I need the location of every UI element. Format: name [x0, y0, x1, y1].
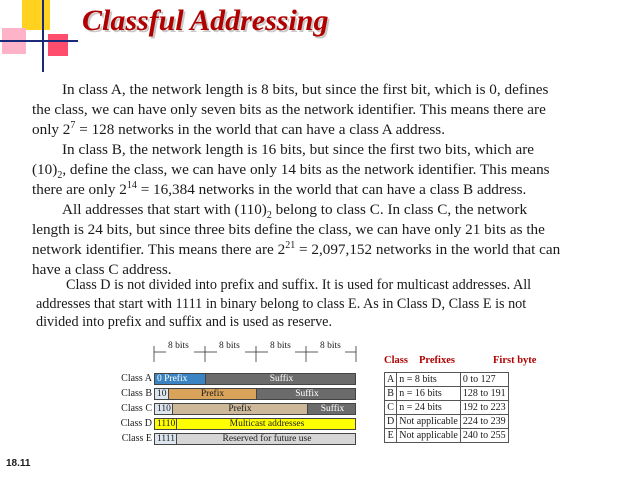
slide-number: 18.11: [6, 458, 31, 469]
text-line: [32, 240, 622, 260]
text-span: , define the class, we can have only 14 bits as the network identifier. This means: [62, 161, 550, 178]
bit-value: 0: [157, 374, 162, 384]
text-line: In class B, the network length is 16 bits, but since the first two bits, which are: [62, 141, 534, 158]
bit-label: 8 bits: [320, 341, 341, 351]
table-cell-prefix: n = 8 bits: [397, 373, 461, 387]
text-line: In class A, the network length is 8 bits, but since the first bit, which is 0, defines: [62, 81, 549, 98]
table-cell-first-byte: 224 to 239: [460, 415, 508, 429]
table-row: [385, 387, 509, 401]
text-span: there are only 2: [32, 181, 127, 198]
class-b-prefix-bits: 10: [155, 389, 169, 399]
class-b-suffix: Suffix: [257, 389, 356, 399]
class-b-prefix: Prefix: [169, 389, 257, 399]
deco-red-square: [48, 34, 68, 56]
deco-yellow-square: [22, 0, 50, 30]
text-span: only 2: [32, 121, 71, 138]
table-cell-class: C: [385, 401, 397, 415]
text-span: network identifier. This means there are 2: [32, 241, 286, 258]
table-cell-prefix: n = 24 bits: [397, 401, 461, 415]
paragraph-class-a: [32, 80, 622, 140]
text-line: [32, 200, 622, 220]
class-d-bar: [154, 418, 356, 430]
deco-horizontal-line: [0, 40, 78, 42]
table-cell-prefix: Not applicable: [397, 429, 461, 443]
paragraph-class-c: [32, 200, 622, 275]
class-d-multicast: Multicast addresses: [177, 419, 356, 429]
class-c-suffix: Suffix: [308, 404, 356, 414]
table-cell-class: E: [385, 429, 397, 443]
text-span: belong to class C. In class C, the network: [271, 201, 528, 218]
text-span: = 128 networks in the world that can have a class A address.: [75, 121, 446, 138]
row-label-class-c: Class C: [121, 403, 152, 414]
class-e-reserved: Reserved for future use: [177, 434, 356, 444]
table-row: [385, 429, 509, 443]
subscript: 2: [57, 170, 63, 182]
class-d-prefix-bits: 1110: [157, 419, 176, 429]
table-cell-first-byte: 0 to 127: [460, 373, 508, 387]
table-header-first-byte: First byte: [493, 355, 537, 366]
table-cell-class: A: [385, 373, 397, 387]
bit-label: 8 bits: [270, 341, 291, 351]
text-span: (10): [32, 161, 58, 178]
class-a-prefix: [155, 374, 206, 384]
table-cell-class: D: [385, 415, 397, 429]
table-cell-first-byte: 240 to 255: [460, 429, 508, 443]
class-a-suffix: Suffix: [206, 374, 356, 384]
text-line: [32, 160, 622, 180]
subscript: 2: [266, 210, 272, 222]
class-b-bar: [154, 388, 356, 400]
table-cell-first-byte: 192 to 223: [460, 401, 508, 415]
text-line: divided into prefix and suffix and is used as reserve.: [36, 314, 333, 330]
text-line: [32, 180, 622, 200]
table-header-class: Class: [384, 355, 408, 366]
table-cell-prefix: Not applicable: [397, 415, 461, 429]
text-line: have a class C address.: [32, 261, 172, 275]
row-label-class-b: Class B: [121, 388, 152, 399]
page-title: Classful Addressing: [82, 4, 329, 37]
class-e-prefix-bits: 1111: [155, 434, 177, 444]
class-table: [384, 372, 509, 443]
segment-label: Prefix: [164, 374, 188, 384]
table-cell-class: B: [385, 387, 397, 401]
table-cell-prefix: n = 16 bits: [397, 387, 461, 401]
text-span: All addresses that start with (110): [62, 201, 267, 218]
corner-decoration: [0, 0, 80, 75]
exponent: 7: [70, 119, 76, 131]
bit-label: 8 bits: [219, 341, 240, 351]
row-label-class-d: Class D: [120, 418, 152, 429]
table-row: [385, 373, 509, 387]
row-label-class-a: Class A: [121, 373, 152, 384]
class-a-bar: [154, 373, 356, 385]
text-span: = 16,384 networks in the world that can have a class B address.: [136, 181, 527, 198]
text-line: addresses that start with 1111 in binary belong to class E. As in Class D, Class E is not: [36, 295, 527, 312]
text-line: the class, we can have only seven bits as the network identifier. This means there are: [32, 101, 546, 118]
table-header-prefixes: Prefixes: [419, 355, 455, 366]
text-line: Class D is not divided into prefix and suffix. It is used for multicast addresses. All: [66, 277, 532, 293]
deco-vertical-line: [42, 0, 44, 72]
table-row: [385, 401, 509, 415]
text-span: = 2,097,152 networks in the world that can: [295, 241, 561, 258]
paragraph-class-b: [32, 140, 622, 200]
paragraph-class-d-e: [36, 276, 624, 332]
table-cell-first-byte: 128 to 191: [460, 387, 508, 401]
text-line: [32, 120, 622, 140]
class-c-prefix-bits: 110: [155, 404, 173, 414]
exponent: 21: [285, 239, 296, 251]
class-c-prefix: Prefix: [173, 404, 308, 414]
exponent: 14: [126, 179, 137, 191]
class-e-bar: [154, 433, 356, 445]
text-line: length is 24 bits, but since three bits define the class, we can have only 21 bits as the: [32, 221, 545, 238]
row-label-class-e: Class E: [121, 433, 152, 444]
bit-label: 8 bits: [168, 341, 189, 351]
table-row: [385, 415, 509, 429]
class-c-bar: [154, 403, 356, 415]
